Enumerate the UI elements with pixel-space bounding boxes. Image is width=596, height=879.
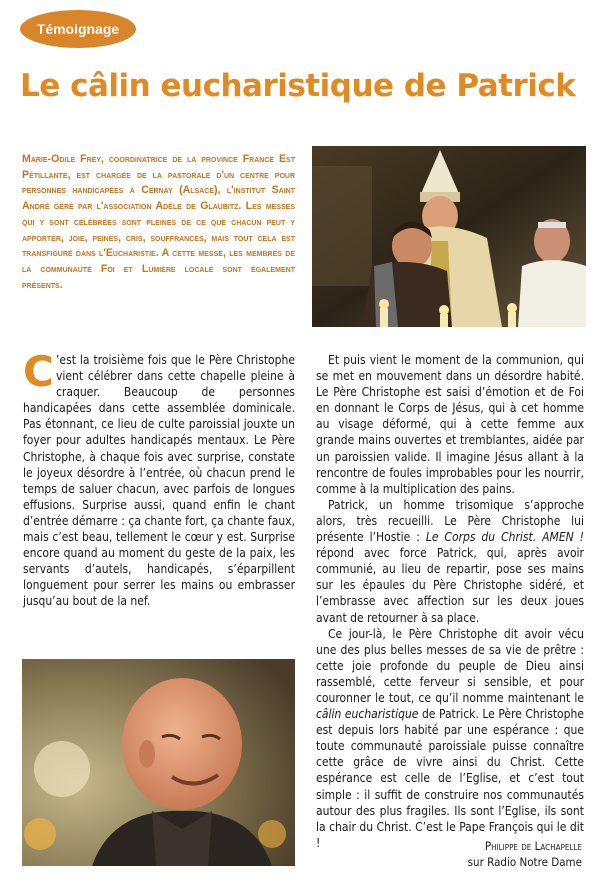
intro-paragraph: Marie-Odile Frey, coordinatrice de la province France Est Pétillante, est chargée de la pastorale d'un centre pour personnes handicapées à Cernay (Alsace), l'institut Saint André géré par l'association Adèle de Glaubitz. Les messes qui y sont célébrées sont pleines de ce que chacun peut y apporter, joie, peines, cris, souffrances, mais tout cela est transfiguré dans l'Eucharistie. A cette messe, les membres de la communauté Foi et Lumière locale sont également présents. (22, 153, 295, 291)
author-signature (468, 838, 582, 870)
page-title: Le câlin eucharistique de Patrick (20, 68, 576, 104)
article-column-left (23, 347, 295, 610)
embrace-photo (312, 146, 586, 327)
article-paragraph: C ’est la troisième fois que le Père Christophe vient célébrer dans cette chapelle pleine à craquer. Beaucoup de personnes handicapées dans cette assemblée dominicale. Pas étonnant, ce lieu de culte paroissial jouxte un foyer pour adultes handicapés mentaux. Le Père Christophe, à chaque fois avec surprise, constate le joyeux désordre à l’entrée, où chacun prend le temps de saluer chacun, avec parfois de longues effusions. Surprise aussi, quand enfin le chant d’entrée démarre : ça chante fort, ça chante faux, mais c’est beau, tellement le cœur y est. Surprise encore quand au moment du geste de la paix, les servants d’autels, handicapés, s’éparpillent longuement pour serrer les mains ou embrasser jusqu’au bout de la nef. (23, 347, 295, 609)
author-source: sur Radio Notre Dame (467, 855, 582, 869)
article-paragraph: Ce jour-là, le Père Christophe dit avoir vécu une des plus belles messes de sa vie de prêtre : cette joie profonde du peuple de Dieu ainsi rassemblé, cette ferveur si sensible, et pour couronner le tout, ce qu’il nomme maintenant le câlin eucharistique de Patrick. Le Père Christophe est depuis lors habité par une espérance : que toute communauté paroissiale puisse connaître cette grâce de vivre ainsi du Christ. Cette espérance est celle de l’Eglise, et c’est tout simple : il suffit de construire nos communautés autour des plus fragiles. Ils sont l’Eglise, ils sont la chair du Christ. C’est le Pape François qui le dit ! (316, 626, 584, 850)
author-name: Philippe de Lachapelle (484, 839, 582, 853)
article-paragraph: Et puis vient le moment de la communion, qui se met en mouvement dans un désordre habité. Le Père Christophe est saisi d’émotion et de Foi en donnant le Corps de Jésus, qui à cet homme au visage déformé, qui à cette femme aux grande mains ouvertes et tremblantes, aidée par un paroissien valide. Il imagine Jésus allant à la rencontre de foules improbables pour les nourrir, comme à la multiplication des pains. (316, 353, 584, 496)
patrick-portrait-photo (22, 659, 295, 866)
article-column-right (316, 352, 584, 851)
section-badge: Témoignage (20, 10, 136, 48)
article-paragraph: Patrick, un homme trisomique s’approche alors, très recueilli. Le Père Christophe lui présente l’Hostie : Le Corps du Christ. AMEN ! répond avec force Patrick, qui, après avoir communié, au lieu de repartir, pose ses mains sur les épaules du Père Christophe sidéré, et l’embrasse avec affection sur les deux joues avant de retourner à sa place. (316, 497, 585, 625)
drop-cap: C (23, 347, 54, 396)
